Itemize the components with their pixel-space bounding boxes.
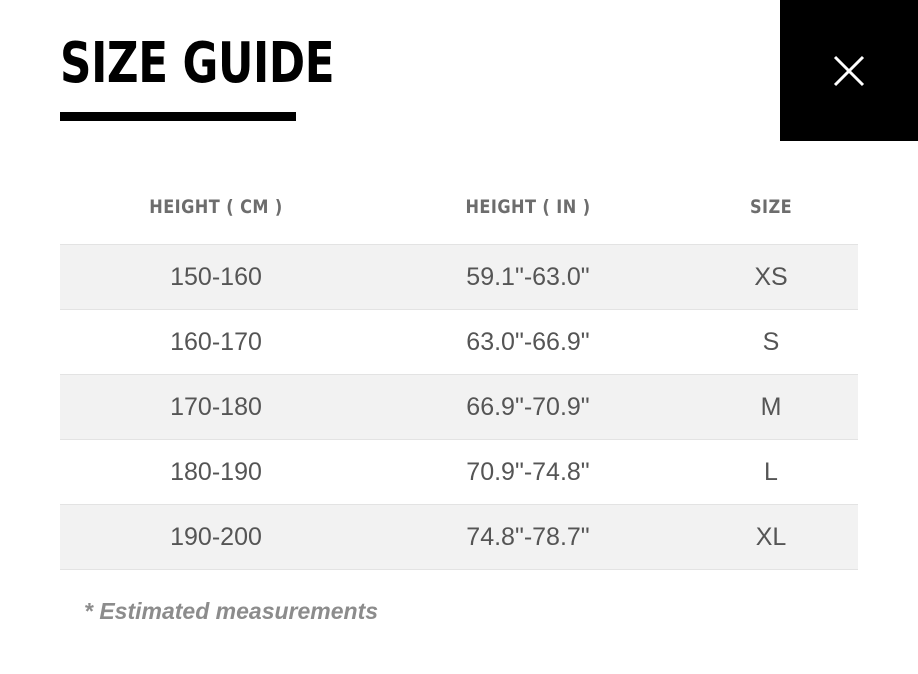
cell-height-in: 74.8"-78.7" [372,505,684,570]
column-header-size: SIZE [749,196,793,218]
cell-height-cm: 170-180 [60,375,372,440]
cell-height-cm: 190-200 [60,505,372,570]
table-row [60,440,858,505]
page-title: SIZE GUIDE [60,31,335,96]
table-body [60,245,858,570]
table-row [60,310,858,375]
table-header-row [60,196,858,245]
size-table [60,196,858,570]
title-underline [60,112,296,121]
column-header-height-in: HEIGHT ( IN ) [465,196,591,218]
cell-height-in: 63.0"-66.9" [372,310,684,375]
close-button[interactable] [780,0,918,141]
table-header [60,196,858,245]
cell-size: XL [684,505,858,570]
title-block [60,32,412,121]
cell-height-cm: 180-190 [60,440,372,505]
table-row [60,505,858,570]
cell-height-in: 59.1"-63.0" [372,245,684,310]
column-header-height-cm: HEIGHT ( CM ) [149,196,283,218]
cell-height-cm: 150-160 [60,245,372,310]
size-table-container [60,196,858,570]
cell-height-cm: 160-170 [60,310,372,375]
cell-size: S [684,310,858,375]
cell-size: L [684,440,858,505]
footnote: * Estimated measurements [84,598,379,624]
table-row [60,375,858,440]
cell-size: XS [684,245,858,310]
cell-size: M [684,375,858,440]
cell-height-in: 66.9"-70.9" [372,375,684,440]
table-row [60,245,858,310]
cell-height-in: 70.9"-74.8" [372,440,684,505]
close-icon [829,51,869,91]
